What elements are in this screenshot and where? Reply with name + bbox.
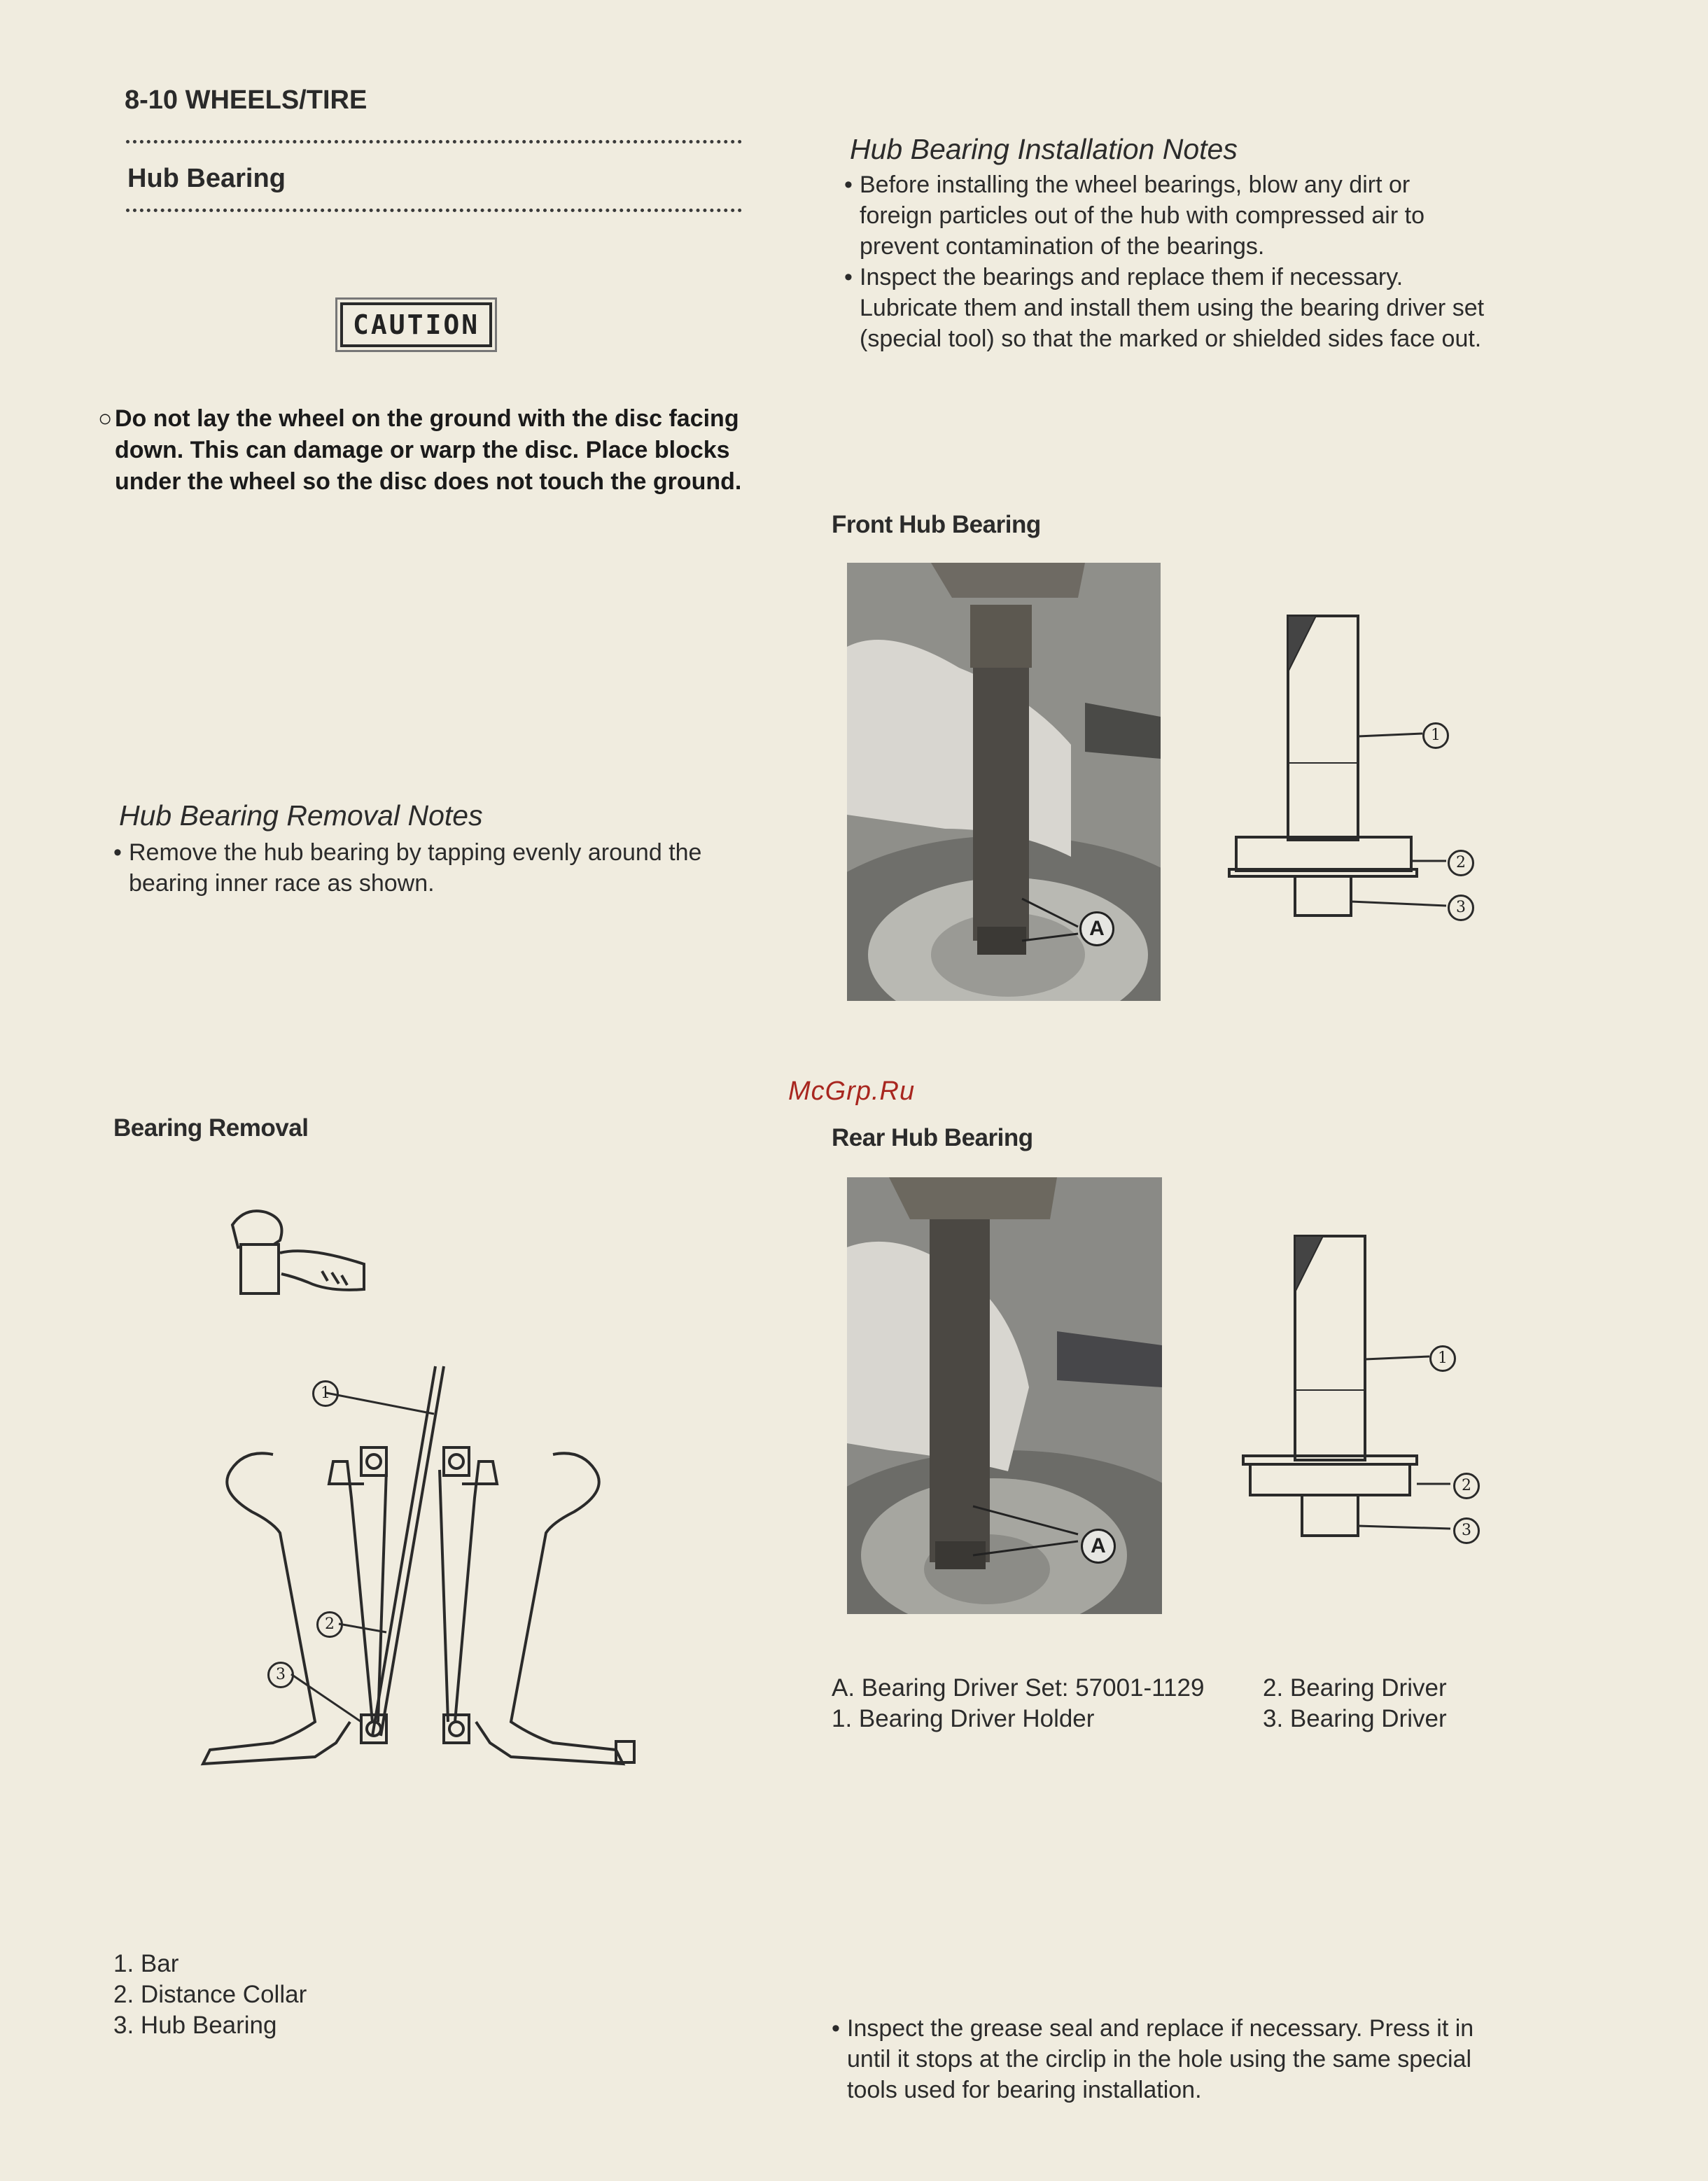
divider-top — [126, 140, 742, 143]
legend-item: A. Bearing Driver Set: 57001-1129 — [832, 1674, 1205, 1702]
legend-item: 3. Hub Bearing — [113, 2012, 277, 2039]
hammer-head — [232, 1211, 282, 1247]
installation-notes-title: Hub Bearing Installation Notes — [850, 133, 1238, 165]
installation-notes-list — [844, 169, 1488, 354]
callout-3: 3 — [267, 1662, 294, 1688]
caution-badge: CAUTION — [340, 302, 492, 347]
front-callout-3: 3 — [1448, 895, 1474, 921]
rear-callout-3: 3 — [1453, 1517, 1480, 1544]
driver-legend-left — [832, 1673, 1204, 1734]
rear-callout-1: 1 — [1429, 1345, 1456, 1372]
rear-hub-caption: Rear Hub Bearing — [832, 1124, 1033, 1151]
divider-bottom — [126, 209, 742, 212]
installation-note-item: • Inspect the bearings and replace them if necessary. Lubricate them and install them using the bearing driver set (special tool) so that the marked or shielded sides face out. — [844, 262, 1488, 354]
page-header: 8-10 WHEELS/TIRE — [125, 85, 368, 115]
open-circle-icon: ○ — [98, 405, 113, 432]
hub-right-flange — [476, 1453, 623, 1764]
legend-item: 3. Bearing Driver — [1263, 1705, 1447, 1732]
legend-item: 2. Bearing Driver — [1263, 1674, 1447, 1702]
driver-legend-right — [1263, 1673, 1447, 1734]
callout-2: 2 — [316, 1611, 343, 1638]
hub-left-flange — [203, 1453, 350, 1764]
removal-legend — [113, 1949, 307, 2041]
front-hub-photo — [847, 563, 1161, 1001]
front-callout-1: 1 — [1422, 722, 1449, 749]
front-callout-2: 2 — [1448, 850, 1474, 876]
rear-callout-2: 2 — [1453, 1473, 1480, 1499]
legend-item: 2. Distance Collar — [113, 1981, 307, 2008]
grease-seal-note: • Inspect the grease seal and replace if necessary. Press it in until it stops at the circlip in the hole using the same special tools used for bearing installation. — [832, 2013, 1499, 2105]
watermark: McGrp.Ru — [788, 1077, 916, 1106]
legend-item: 1. Bar — [113, 1950, 179, 1977]
removal-notes-title: Hub Bearing Removal Notes — [119, 799, 483, 832]
removal-note-item: • Remove the hub bearing by tapping evenly around the bearing inner race as shown. — [113, 837, 773, 899]
hand-shape — [280, 1251, 364, 1290]
legend-item: 1. Bearing Driver Holder — [832, 1705, 1095, 1732]
rear-photo-label-a: A — [1081, 1529, 1116, 1564]
section-title: Hub Bearing — [127, 164, 286, 193]
callout-1: 1 — [312, 1380, 339, 1407]
hammer-body — [241, 1244, 279, 1293]
front-hub-caption: Front Hub Bearing — [832, 511, 1041, 538]
front-photo-label-a: A — [1079, 911, 1114, 946]
rear-driver-drawing — [1232, 1229, 1512, 1565]
installation-note-item: • Before installing the wheel bearings, blow any dirt or foreign particles out of the hub with compressed air to prevent contamination of the bearings. — [844, 169, 1488, 262]
bearing-removal-caption: Bearing Removal — [113, 1114, 309, 1142]
bearing-removal-diagram — [189, 1204, 637, 1778]
caution-text: ○ Do not lay the wheel on the ground with the disc facing down. This can damage or warp the disc. Place blocks under the wheel so the disc does not touch the ground. — [98, 403, 756, 498]
